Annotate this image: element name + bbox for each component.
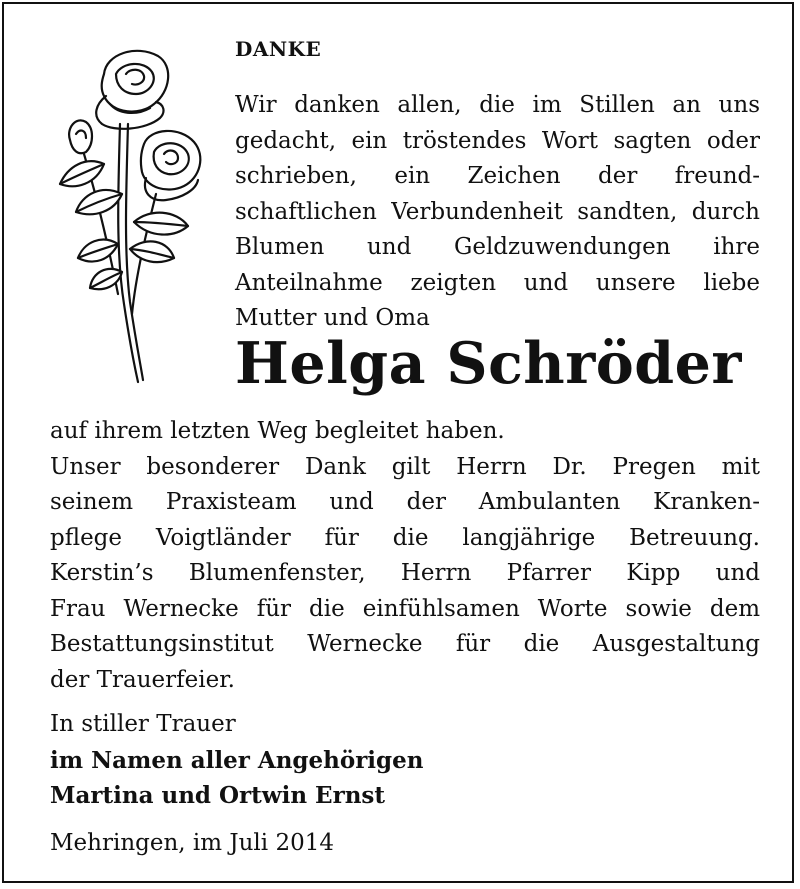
deceased-name: Helga Schröder <box>235 330 742 397</box>
body-line: Frau Wernecke für die einfühlsamen Worte sowie dem <box>50 595 760 622</box>
body-line: Unser besonderer Dank gilt Herrn Dr. Pregen mit <box>50 453 760 480</box>
body-line: auf ihrem letzten Weg begleitet haben. <box>50 418 505 444</box>
notice-heading: DANKE <box>235 37 322 61</box>
signature-relatives: im Namen aller Angehörigen <box>50 746 424 774</box>
signature-intro: In stiller Trauer <box>50 711 236 737</box>
intro-text: Wir danken allen, die im Stillen an uns gedacht, ein tröstendes Wort sagten oder schrieben, ein Zeichen der freund-schaftlichen Verbundenheit sandten, durch Blumen und Geldzuwendungen ihre Anteilnahme zeigten und unsere liebe Mutter und Oma <box>235 92 760 331</box>
obituary-card <box>2 2 794 883</box>
body-line: Bestattungsinstitut Wernecke für die Ausgestaltung <box>50 631 760 657</box>
signature-names: Martina und Ortwin Ernst <box>50 782 385 809</box>
body-line: der Trauerfeier. <box>50 666 235 693</box>
body-line: Kerstin’s Blumenfenster, Herrn Pfarrer Kipp und <box>50 560 760 586</box>
body-line: seinem Praxisteam und der Ambulanten Kranken- <box>50 489 760 515</box>
signature-block <box>50 707 423 814</box>
body-text <box>50 414 760 698</box>
rose-icon <box>46 44 208 389</box>
place-date: Mehringen, im Juli 2014 <box>50 830 334 856</box>
body-line: pflege Voigtländer für die langjährige Betreuung. <box>50 524 760 551</box>
